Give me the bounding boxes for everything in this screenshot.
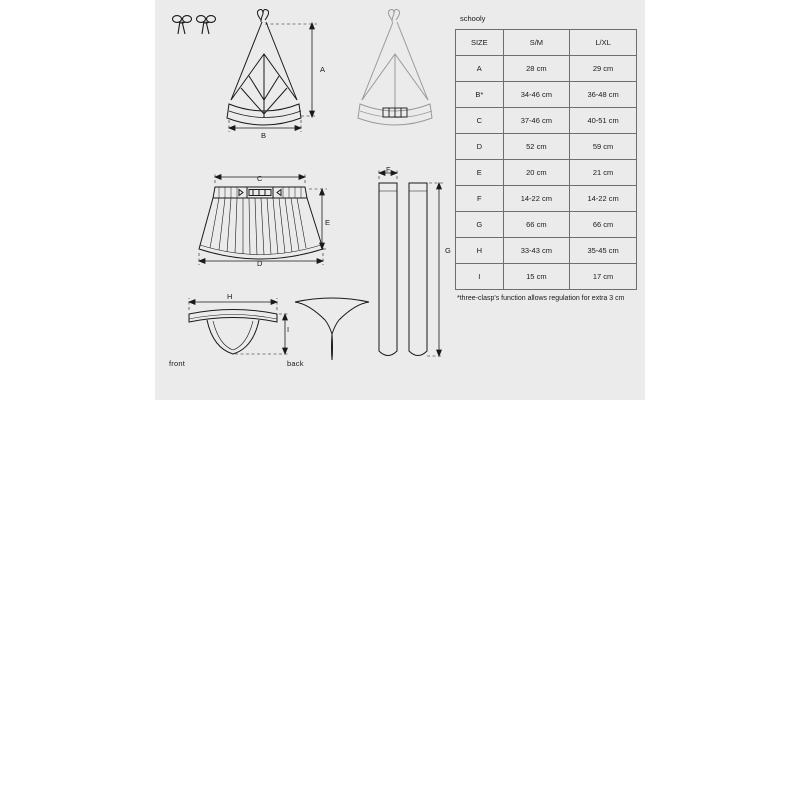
size-table bbox=[455, 29, 637, 290]
cell-lxl: 40-51 cm bbox=[570, 108, 637, 134]
cell-size: H bbox=[456, 238, 504, 264]
header-size: SIZE bbox=[456, 30, 504, 56]
cell-lxl: 17 cm bbox=[570, 264, 637, 290]
garment-diagrams bbox=[155, 0, 455, 400]
cell-sm: 28 cm bbox=[503, 56, 570, 82]
cell-lxl: 36-48 cm bbox=[570, 82, 637, 108]
bra-back-diagram bbox=[330, 8, 470, 143]
cell-size: E bbox=[456, 160, 504, 186]
label-d: D bbox=[257, 259, 263, 268]
label-a: A bbox=[320, 65, 326, 74]
table-row bbox=[456, 186, 637, 212]
brand-label: schooly bbox=[460, 14, 486, 23]
table-row bbox=[456, 108, 637, 134]
label-i: I bbox=[287, 325, 290, 334]
caption-front: front bbox=[169, 359, 186, 368]
cell-lxl: 29 cm bbox=[570, 56, 637, 82]
cell-lxl: 21 cm bbox=[570, 160, 637, 186]
thong-back-diagram bbox=[287, 288, 377, 368]
cell-size: D bbox=[456, 134, 504, 160]
cell-lxl: 35-45 cm bbox=[570, 238, 637, 264]
table-footnote: *three-clasp's function allows regulation for extra 3 cm bbox=[457, 295, 625, 302]
cell-size: I bbox=[456, 264, 504, 290]
header-lxl: L/XL bbox=[570, 30, 637, 56]
label-g: G bbox=[445, 246, 452, 255]
label-f: F bbox=[386, 165, 391, 174]
cell-sm: 33-43 cm bbox=[503, 238, 570, 264]
table-row bbox=[456, 134, 637, 160]
cell-lxl: 14-22 cm bbox=[570, 186, 637, 212]
cell-lxl: 66 cm bbox=[570, 212, 637, 238]
cell-lxl: 59 cm bbox=[570, 134, 637, 160]
cell-sm: 37-46 cm bbox=[503, 108, 570, 134]
table-header-row bbox=[456, 30, 637, 56]
cell-size: A bbox=[456, 56, 504, 82]
label-c: C bbox=[257, 174, 263, 183]
label-e: E bbox=[325, 218, 331, 227]
table-row bbox=[456, 264, 637, 290]
cell-size: F bbox=[456, 186, 504, 212]
stockings-diagram bbox=[365, 165, 455, 380]
cell-sm: 52 cm bbox=[503, 134, 570, 160]
size-table-section bbox=[455, 14, 643, 303]
cell-size: B* bbox=[456, 82, 504, 108]
label-b: B bbox=[261, 131, 267, 140]
table-row bbox=[456, 238, 637, 264]
cell-sm: 66 cm bbox=[503, 212, 570, 238]
cell-size: C bbox=[456, 108, 504, 134]
cell-sm: 14-22 cm bbox=[503, 186, 570, 212]
table-row bbox=[456, 82, 637, 108]
caption-back: back bbox=[287, 359, 304, 368]
bra-front-diagram bbox=[185, 8, 345, 143]
table-row bbox=[456, 212, 637, 238]
sizing-chart-panel bbox=[155, 0, 645, 400]
thong-front-diagram bbox=[173, 288, 293, 378]
cell-sm: 15 cm bbox=[503, 264, 570, 290]
label-h: H bbox=[227, 292, 233, 301]
header-sm: S/M bbox=[503, 30, 570, 56]
table-row bbox=[456, 56, 637, 82]
cell-sm: 20 cm bbox=[503, 160, 570, 186]
cell-sm: 34-46 cm bbox=[503, 82, 570, 108]
table-row bbox=[456, 160, 637, 186]
cell-size: G bbox=[456, 212, 504, 238]
